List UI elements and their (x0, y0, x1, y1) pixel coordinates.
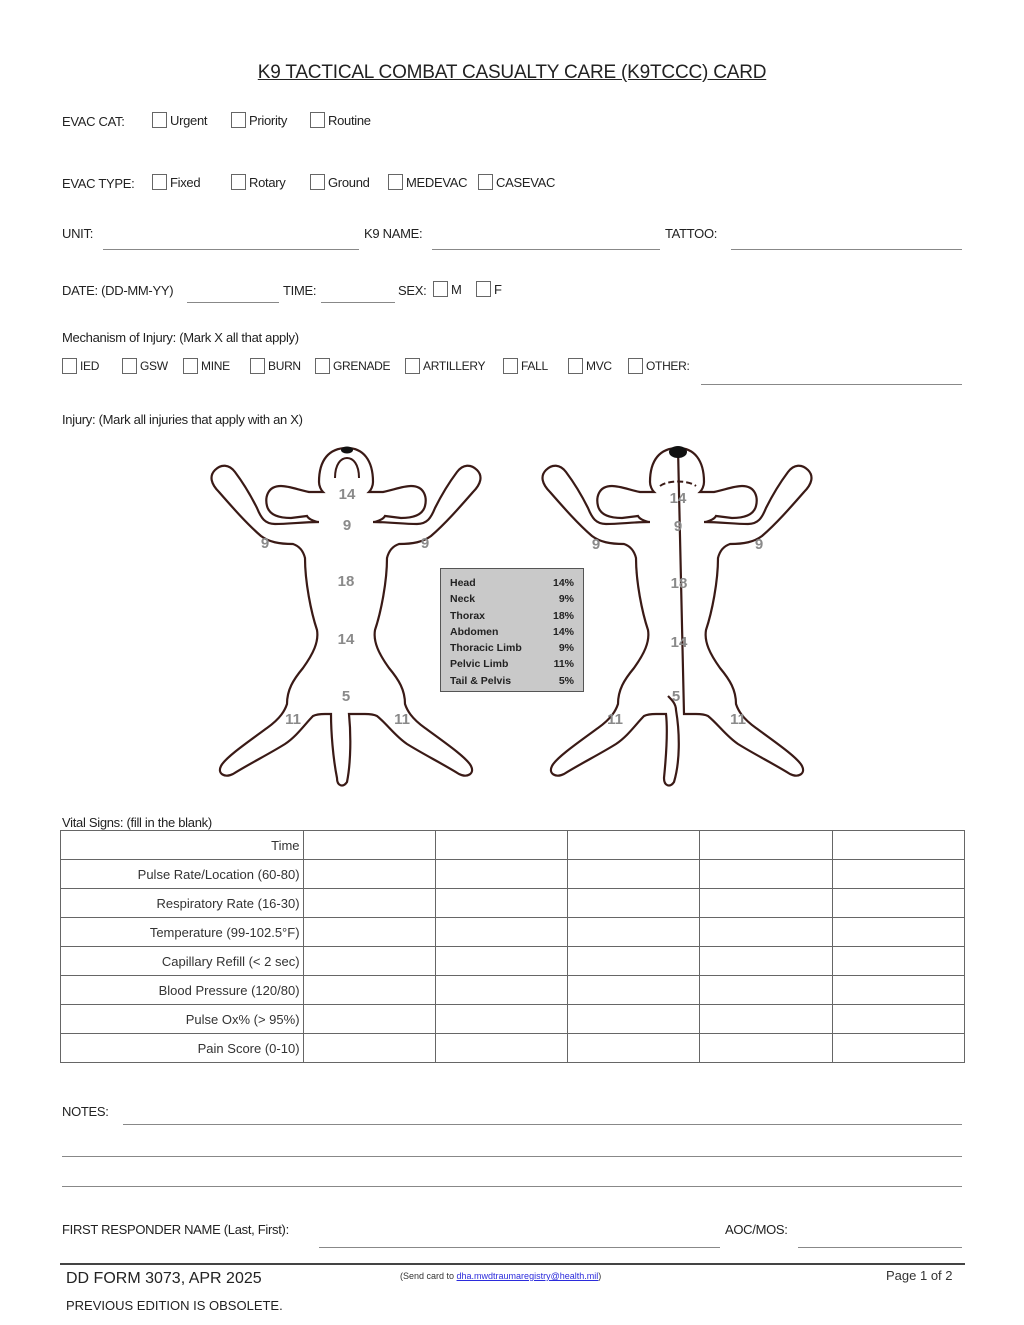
evac-type-label: EVAC TYPE: (62, 176, 135, 191)
svg-text:14: 14 (669, 490, 687, 507)
form-title: K9 TACTICAL COMBAT CASUALTY CARE (K9TCCC) CARD (257, 62, 767, 83)
sex-f[interactable]: F (476, 281, 502, 297)
checkbox[interactable] (433, 281, 448, 297)
form-number: DD FORM 3073, APR 2025 (66, 1270, 262, 1287)
notes-line-2[interactable] (62, 1156, 962, 1157)
checkbox[interactable] (405, 358, 420, 374)
notes-line-3[interactable] (62, 1186, 962, 1187)
evac-cat-label: EVAC CAT: (62, 114, 125, 129)
svg-text:18: 18 (337, 573, 355, 590)
table-row (61, 918, 965, 947)
obsolete-notice: PREVIOUS EDITION IS OBSOLETE. (66, 1298, 283, 1313)
svg-text:9: 9 (260, 535, 270, 552)
table-row (61, 889, 965, 918)
injury-label: Injury: (Mark all injuries that apply with an X) (62, 412, 303, 427)
legend-row: Pelvic Limb 11% (450, 658, 574, 671)
responder-name-field[interactable] (319, 1247, 720, 1248)
checkbox[interactable] (310, 112, 325, 128)
vitals-cell[interactable] (832, 889, 964, 918)
vitals-cell[interactable] (303, 1005, 435, 1034)
vitals-cell[interactable] (568, 947, 700, 976)
vitals-cell[interactable] (700, 889, 832, 918)
table-row (61, 860, 965, 889)
vitals-cell[interactable] (700, 918, 832, 947)
evac-type-ground[interactable]: Ground (310, 174, 370, 190)
date-label: DATE: (DD-MM-YY) (62, 283, 174, 298)
vitals-cell[interactable] (832, 1005, 964, 1034)
checkbox[interactable] (62, 358, 77, 374)
evac-type-rotary[interactable]: Rotary (231, 174, 286, 190)
vitals-cell[interactable] (832, 918, 964, 947)
vitals-label: Vital Signs: (fill in the blank) (62, 815, 212, 830)
vitals-cell[interactable] (832, 831, 964, 860)
page-number: Page 1 of 2 (886, 1268, 953, 1283)
time-field[interactable] (321, 302, 395, 303)
vitals-row-label: Pain Score (0-10) (61, 1034, 304, 1063)
date-field[interactable] (187, 302, 279, 303)
svg-text:9: 9 (342, 517, 352, 534)
vitals-cell[interactable] (303, 947, 435, 976)
sex-label: SEX: (398, 283, 427, 298)
dog-outline-icon (536, 442, 821, 792)
checkbox[interactable] (183, 358, 198, 374)
unit-label: UNIT: (62, 226, 94, 241)
vitals-cell[interactable] (303, 860, 435, 889)
moi-artillery[interactable]: ARTILLERY (405, 358, 485, 374)
vitals-cell[interactable] (303, 918, 435, 947)
vitals-cell[interactable] (303, 976, 435, 1005)
k9-name-field[interactable] (432, 249, 660, 250)
svg-text:14: 14 (338, 486, 356, 503)
svg-text:11: 11 (607, 711, 623, 728)
vitals-row-label: Blood Pressure (120/80) (61, 976, 304, 1005)
mechanism-label: Mechanism of Injury: (Mark X all that apply) (62, 330, 299, 345)
vitals-cell[interactable] (700, 1005, 832, 1034)
vitals-cell[interactable] (832, 976, 964, 1005)
footer-divider (60, 1263, 965, 1265)
vitals-cell[interactable] (700, 947, 832, 976)
moi-other-field[interactable] (701, 384, 962, 385)
svg-text:14: 14 (337, 631, 355, 648)
vitals-cell[interactable] (568, 1034, 700, 1063)
send-card-note: (Send card to dha.mwdtraumaregistry@health.mil) (400, 1271, 602, 1281)
svg-text:9: 9 (420, 535, 430, 552)
vitals-row-label: Time (61, 831, 304, 860)
evac-type-medevac[interactable]: MEDEVAC (388, 174, 467, 190)
checkbox[interactable] (503, 358, 518, 374)
legend-row: Neck 9% (450, 593, 574, 606)
vitals-cell[interactable] (568, 860, 700, 889)
checkbox[interactable] (231, 112, 246, 128)
checkbox[interactable] (478, 174, 493, 190)
legend-row: Thoracic Limb 9% (450, 642, 574, 655)
vitals-row-label: Capillary Refill (< 2 sec) (61, 947, 304, 976)
vitals-cell[interactable] (700, 1034, 832, 1063)
table-row (61, 947, 965, 976)
vitals-cell[interactable] (700, 860, 832, 889)
checkbox[interactable] (152, 112, 167, 128)
notes-line-1[interactable] (123, 1124, 962, 1125)
vitals-cell[interactable] (435, 1005, 567, 1034)
vitals-cell[interactable] (832, 1034, 964, 1063)
checkbox[interactable] (315, 358, 330, 374)
svg-text:5: 5 (341, 688, 351, 705)
table-row (61, 1034, 965, 1063)
vitals-cell[interactable] (435, 947, 567, 976)
table-row (61, 831, 965, 860)
time-label: TIME: (283, 283, 317, 298)
evac-type-fixed[interactable]: Fixed (152, 174, 200, 190)
checkbox[interactable] (388, 174, 403, 190)
vitals-cell[interactable] (303, 831, 435, 860)
moi-fall[interactable]: FALL (503, 358, 548, 374)
svg-text:18: 18 (670, 575, 688, 592)
moi-grenade[interactable]: GRENADE (315, 358, 390, 374)
svg-text:9: 9 (673, 518, 683, 535)
vitals-row-label: Respiratory Rate (16-30) (61, 889, 304, 918)
tattoo-field[interactable] (731, 249, 962, 250)
vitals-cell[interactable] (435, 918, 567, 947)
moi-ied[interactable]: IED (62, 358, 99, 374)
svg-text:9: 9 (754, 536, 764, 553)
vitals-cell[interactable] (700, 831, 832, 860)
table-row (61, 1005, 965, 1034)
vitals-table (60, 830, 965, 1063)
vitals-row-label: Temperature (99-102.5°F) (61, 918, 304, 947)
vitals-cell[interactable] (303, 889, 435, 918)
vitals-cell[interactable] (568, 976, 700, 1005)
vitals-row-label: Pulse Ox% (> 95%) (61, 1005, 304, 1034)
vitals-cell[interactable] (303, 1034, 435, 1063)
moi-mvc[interactable]: MVC (568, 358, 612, 374)
checkbox[interactable] (476, 281, 491, 297)
legend-row: Thorax 18% (450, 609, 574, 622)
moi-burn[interactable]: BURN (250, 358, 301, 374)
vitals-row-label: Pulse Rate/Location (60-80) (61, 860, 304, 889)
evac-cat-priority[interactable]: Priority (231, 112, 287, 128)
table-row (61, 976, 965, 1005)
svg-text:11: 11 (285, 711, 301, 728)
evac-cat-routine[interactable]: Routine (310, 112, 371, 128)
vitals-cell[interactable] (435, 889, 567, 918)
svg-text:11: 11 (394, 711, 410, 728)
vitals-cell[interactable] (568, 918, 700, 947)
vitals-cell[interactable] (832, 860, 964, 889)
tattoo-label: TATTOO: (665, 226, 718, 241)
vitals-cell[interactable] (568, 1005, 700, 1034)
checkbox[interactable] (568, 358, 583, 374)
vitals-cell[interactable] (568, 889, 700, 918)
checkbox[interactable] (310, 174, 325, 190)
responder-name-label: FIRST RESPONDER NAME (Last, First): (62, 1222, 289, 1237)
sex-m[interactable]: M (433, 281, 462, 297)
unit-field[interactable] (103, 249, 359, 250)
vitals-cell[interactable] (435, 1034, 567, 1063)
evac-type-casevac[interactable]: CASEVAC (478, 174, 555, 190)
checkbox[interactable] (122, 358, 137, 374)
vitals-cell[interactable] (832, 947, 964, 976)
svg-text:14: 14 (670, 634, 688, 651)
checkbox[interactable] (152, 174, 167, 190)
vitals-cell[interactable] (568, 831, 700, 860)
svg-text:11: 11 (730, 711, 746, 728)
moi-other[interactable]: OTHER: (628, 358, 690, 374)
legend-row: Head 14% (450, 577, 574, 589)
svg-text:9: 9 (591, 536, 601, 553)
dog-diagram-ventral[interactable] (536, 442, 821, 792)
registry-email-link[interactable]: dha.mwdtraumaregistry@health.mil (456, 1271, 599, 1281)
evac-cat-urgent[interactable]: Urgent (152, 112, 207, 128)
legend-row: Abdomen 14% (450, 625, 574, 638)
vitals-cell[interactable] (435, 860, 567, 889)
k9-name-label: K9 NAME: (364, 226, 423, 241)
checkbox[interactable] (231, 174, 246, 190)
svg-text:5: 5 (671, 688, 681, 705)
checkbox[interactable] (250, 358, 265, 374)
vitals-cell[interactable] (435, 831, 567, 860)
aoc-mos-field[interactable] (798, 1247, 962, 1248)
vitals-cell[interactable] (700, 976, 832, 1005)
moi-gsw[interactable]: GSW (122, 358, 168, 374)
vitals-cell[interactable] (435, 976, 567, 1005)
moi-mine[interactable]: MINE (183, 358, 230, 374)
aoc-mos-label: AOC/MOS: (725, 1222, 788, 1237)
notes-label: NOTES: (62, 1104, 109, 1119)
checkbox[interactable] (628, 358, 643, 374)
legend-row: Tail & Pelvis 5% (450, 674, 574, 687)
